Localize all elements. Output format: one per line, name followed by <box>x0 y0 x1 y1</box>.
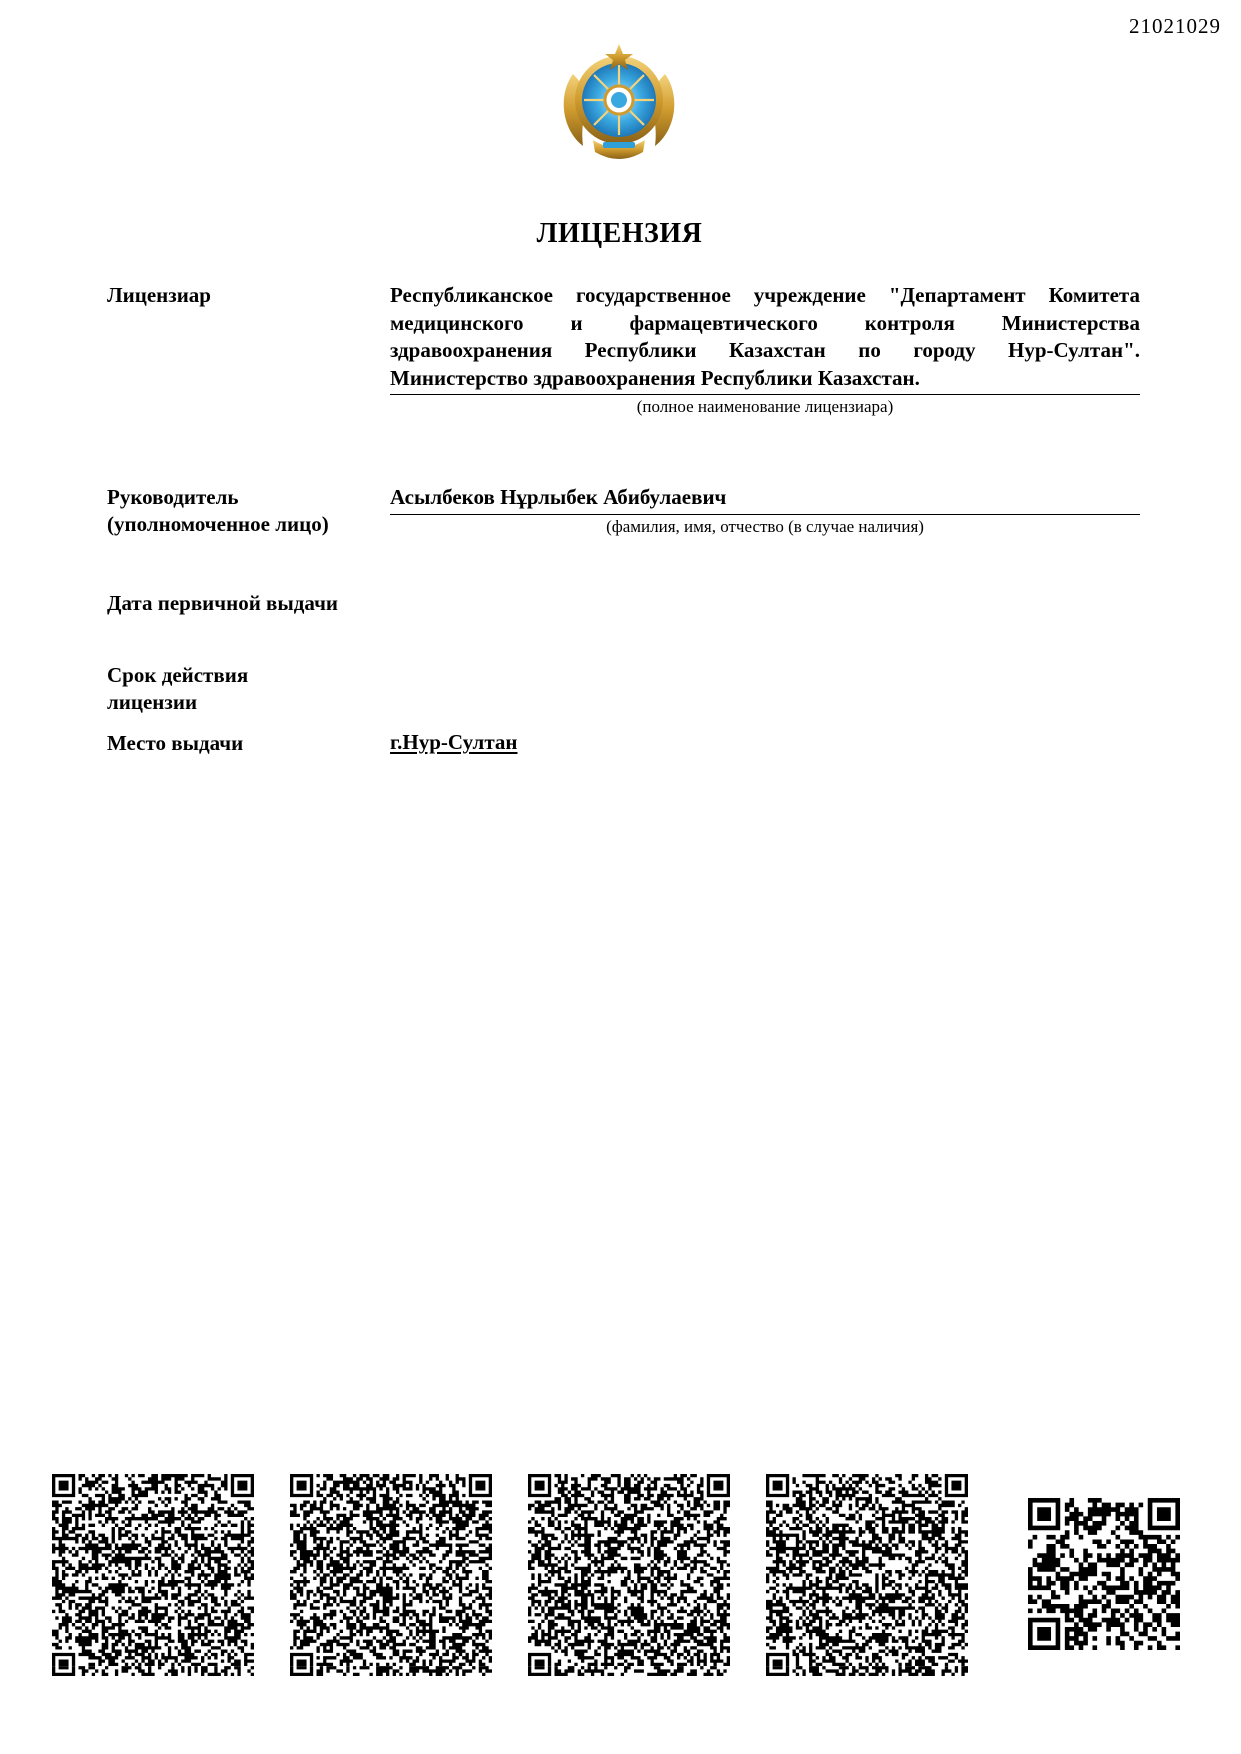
head-caption: (фамилия, имя, отчество (в случае наличия) <box>606 516 924 536</box>
licensor-caption: (полное наименование лицензиара) <box>636 397 894 416</box>
head-value: Асылбеков Нұрлыбек Абибулаевич <box>390 484 1140 515</box>
head-label: Руководитель (уполномоченное лицо) <box>107 485 329 536</box>
document-number: 21021029 <box>1129 14 1221 38</box>
place-label: Место выдачи <box>107 731 244 755</box>
qr-code-1-icon <box>52 1474 254 1676</box>
qr-code-2-icon <box>290 1474 492 1676</box>
place-value: г.Нур-Султан <box>390 730 518 754</box>
validity-label: Срок действия лицензии <box>107 663 249 714</box>
document-title: ЛИЦЕНЗИЯ <box>536 218 703 249</box>
qr-code-row <box>0 1474 1241 1684</box>
qr-code-3-icon <box>528 1474 730 1676</box>
qr-code-5-icon <box>1028 1498 1180 1650</box>
issue-date-label: Дата первичной выдачи <box>107 591 339 615</box>
head-block <box>390 484 1140 537</box>
licensor-value: Республиканское государственное учреждение "Департамент Комитета медицинского и фармацевтического контроля Министерства здравоохранения Республики Казахстан по городу Нур-Султан". Министерство здравоохранения Республики Казахстан. <box>390 282 1140 395</box>
licensor-block <box>390 282 1140 417</box>
qr-code-4-icon <box>766 1474 968 1676</box>
licensor-label: Лицензиар <box>107 283 211 307</box>
state-emblem-icon <box>553 34 685 166</box>
